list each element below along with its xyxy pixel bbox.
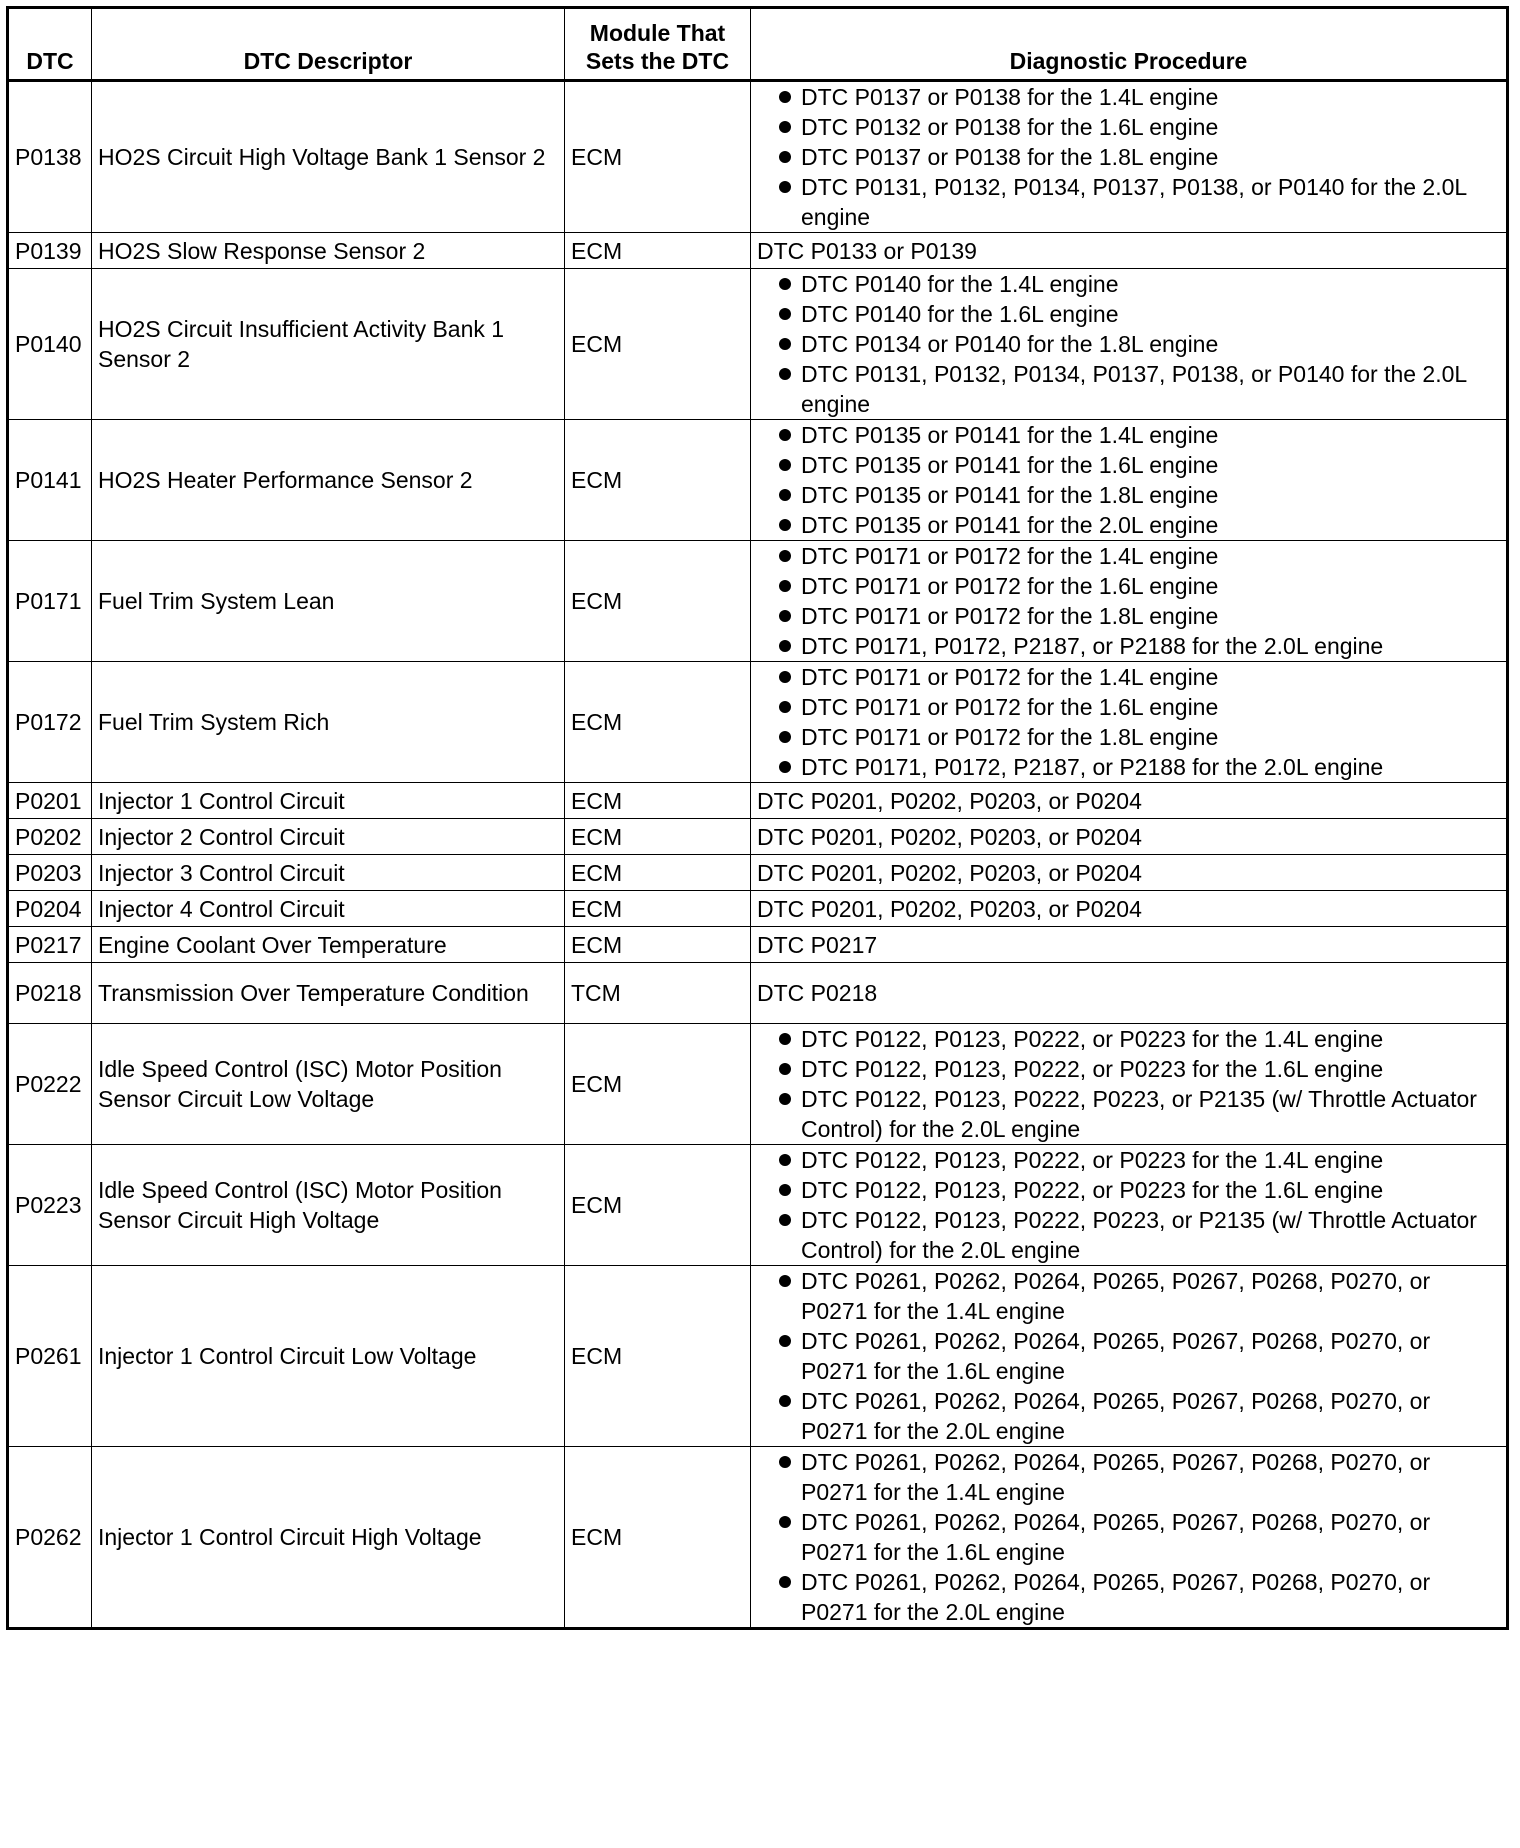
- dtc-code: P0223: [8, 1145, 92, 1266]
- dtc-code: P0261: [8, 1266, 92, 1447]
- procedure-item: DTC P0134 or P0140 for the 1.8L engine: [757, 329, 1500, 359]
- procedure-item: DTC P0135 or P0141 for the 1.4L engine: [757, 420, 1500, 450]
- procedure-item: DTC P0122, P0123, P0222, or P0223 for the 1.6L engine: [757, 1175, 1500, 1205]
- procedure-item: DTC P0122, P0123, P0222, or P0223 for the 1.6L engine: [757, 1054, 1500, 1084]
- dtc-descriptor: HO2S Slow Response Sensor 2: [92, 233, 565, 269]
- table-row: [8, 891, 1508, 927]
- dtc-descriptor: Transmission Over Temperature Condition: [92, 963, 565, 1024]
- table-row: [8, 927, 1508, 963]
- dtc-code: P0172: [8, 662, 92, 783]
- procedure-item: DTC P0171 or P0172 for the 1.8L engine: [757, 601, 1500, 631]
- module-cell: ECM: [565, 269, 751, 420]
- dtc-code: P0201: [8, 783, 92, 819]
- table-row: [8, 1145, 1508, 1266]
- table-row: [8, 662, 1508, 783]
- dtc-descriptor: Injector 1 Control Circuit: [92, 783, 565, 819]
- module-cell: ECM: [565, 1447, 751, 1629]
- table-row: [8, 81, 1508, 233]
- dtc-code: P0138: [8, 81, 92, 233]
- dtc-descriptor: Injector 3 Control Circuit: [92, 855, 565, 891]
- dtc-code: P0222: [8, 1024, 92, 1145]
- diagnostic-procedure: [751, 662, 1508, 783]
- dtc-code: P0139: [8, 233, 92, 269]
- diagnostic-procedure: [751, 541, 1508, 662]
- procedure-item: DTC P0131, P0132, P0134, P0137, P0138, or P0140 for the 2.0L engine: [757, 172, 1500, 232]
- module-cell: ECM: [565, 1266, 751, 1447]
- procedure-item: DTC P0171 or P0172 for the 1.6L engine: [757, 571, 1500, 601]
- diagnostic-procedure: DTC P0217: [751, 927, 1508, 963]
- module-cell: ECM: [565, 541, 751, 662]
- table-row: [8, 819, 1508, 855]
- procedure-list: [757, 82, 1500, 232]
- header-module: Module That Sets the DTC: [565, 8, 751, 81]
- dtc-descriptor: Injector 4 Control Circuit: [92, 891, 565, 927]
- module-cell: ECM: [565, 819, 751, 855]
- table-row: [8, 269, 1508, 420]
- procedure-list: [757, 1447, 1500, 1627]
- table-row: [8, 963, 1508, 1024]
- table-row: [8, 541, 1508, 662]
- dtc-descriptor: Idle Speed Control (ISC) Motor Position Sensor Circuit High Voltage: [92, 1145, 565, 1266]
- module-cell: ECM: [565, 927, 751, 963]
- module-cell: ECM: [565, 1145, 751, 1266]
- diagnostic-procedure: [751, 1447, 1508, 1629]
- module-cell: ECM: [565, 233, 751, 269]
- procedure-item: DTC P0171, P0172, P2187, or P2188 for the 2.0L engine: [757, 631, 1500, 661]
- procedure-item: DTC P0131, P0132, P0134, P0137, P0138, or P0140 for the 2.0L engine: [757, 359, 1500, 419]
- procedure-item: DTC P0171 or P0172 for the 1.8L engine: [757, 722, 1500, 752]
- diagnostic-procedure: DTC P0201, P0202, P0203, or P0204: [751, 855, 1508, 891]
- table-row: [8, 1024, 1508, 1145]
- dtc-descriptor: Engine Coolant Over Temperature: [92, 927, 565, 963]
- procedure-item: DTC P0140 for the 1.6L engine: [757, 299, 1500, 329]
- dtc-descriptor: Idle Speed Control (ISC) Motor Position Sensor Circuit Low Voltage: [92, 1024, 565, 1145]
- dtc-descriptor: Injector 2 Control Circuit: [92, 819, 565, 855]
- dtc-descriptor: HO2S Circuit High Voltage Bank 1 Sensor 2: [92, 81, 565, 233]
- module-cell: ECM: [565, 855, 751, 891]
- table-row: [8, 855, 1508, 891]
- module-cell: ECM: [565, 1024, 751, 1145]
- diagnostic-procedure: [751, 420, 1508, 541]
- procedure-item: DTC P0171 or P0172 for the 1.4L engine: [757, 541, 1500, 571]
- header-dtc: DTC: [8, 8, 92, 81]
- procedure-item: DTC P0122, P0123, P0222, P0223, or P2135 (w/ Throttle Actuator Control) for the 2.0L engine: [757, 1084, 1500, 1144]
- dtc-descriptor: Fuel Trim System Rich: [92, 662, 565, 783]
- dtc-code: P0171: [8, 541, 92, 662]
- diagnostic-procedure: DTC P0201, P0202, P0203, or P0204: [751, 891, 1508, 927]
- module-cell: ECM: [565, 662, 751, 783]
- procedure-item: DTC P0132 or P0138 for the 1.6L engine: [757, 112, 1500, 142]
- diagnostic-procedure: [751, 81, 1508, 233]
- procedure-item: DTC P0171 or P0172 for the 1.4L engine: [757, 662, 1500, 692]
- procedure-list: [757, 1266, 1500, 1446]
- diagnostic-procedure: DTC P0201, P0202, P0203, or P0204: [751, 819, 1508, 855]
- table-row: [8, 783, 1508, 819]
- procedure-item: DTC P0137 or P0138 for the 1.8L engine: [757, 142, 1500, 172]
- diagnostic-procedure: [751, 269, 1508, 420]
- module-cell: ECM: [565, 891, 751, 927]
- procedure-list: [757, 662, 1500, 782]
- diagnostic-procedure: [751, 1266, 1508, 1447]
- module-cell: TCM: [565, 963, 751, 1024]
- dtc-descriptor: HO2S Circuit Insufficient Activity Bank 1 Sensor 2: [92, 269, 565, 420]
- diagnostic-procedure: [751, 1145, 1508, 1266]
- procedure-item: DTC P0135 or P0141 for the 2.0L engine: [757, 510, 1500, 540]
- dtc-table: [6, 6, 1509, 1630]
- table-row: [8, 233, 1508, 269]
- dtc-descriptor: Fuel Trim System Lean: [92, 541, 565, 662]
- procedure-item: DTC P0135 or P0141 for the 1.8L engine: [757, 480, 1500, 510]
- diagnostic-procedure: [751, 1024, 1508, 1145]
- dtc-code: P0141: [8, 420, 92, 541]
- dtc-code: P0202: [8, 819, 92, 855]
- dtc-code: P0140: [8, 269, 92, 420]
- diagnostic-procedure: DTC P0218: [751, 963, 1508, 1024]
- procedure-item: DTC P0261, P0262, P0264, P0265, P0267, P0268, P0270, or P0271 for the 1.4L engine: [757, 1447, 1500, 1507]
- module-cell: ECM: [565, 81, 751, 233]
- dtc-descriptor: HO2S Heater Performance Sensor 2: [92, 420, 565, 541]
- dtc-code: P0203: [8, 855, 92, 891]
- procedure-item: DTC P0137 or P0138 for the 1.4L engine: [757, 82, 1500, 112]
- diagnostic-procedure: DTC P0201, P0202, P0203, or P0204: [751, 783, 1508, 819]
- dtc-descriptor: Injector 1 Control Circuit High Voltage: [92, 1447, 565, 1629]
- procedure-item: DTC P0261, P0262, P0264, P0265, P0267, P0268, P0270, or P0271 for the 2.0L engine: [757, 1386, 1500, 1446]
- procedure-list: [757, 1145, 1500, 1265]
- procedure-item: DTC P0261, P0262, P0264, P0265, P0267, P0268, P0270, or P0271 for the 1.6L engine: [757, 1507, 1500, 1567]
- module-cell: ECM: [565, 420, 751, 541]
- dtc-descriptor: Injector 1 Control Circuit Low Voltage: [92, 1266, 565, 1447]
- procedure-item: DTC P0261, P0262, P0264, P0265, P0267, P0268, P0270, or P0271 for the 2.0L engine: [757, 1567, 1500, 1627]
- procedure-item: DTC P0122, P0123, P0222, or P0223 for the 1.4L engine: [757, 1024, 1500, 1054]
- dtc-code: P0262: [8, 1447, 92, 1629]
- procedure-item: DTC P0171 or P0172 for the 1.6L engine: [757, 692, 1500, 722]
- procedure-list: [757, 1024, 1500, 1144]
- procedure-list: [757, 269, 1500, 419]
- header-row: [8, 8, 1508, 81]
- procedure-item: DTC P0261, P0262, P0264, P0265, P0267, P0268, P0270, or P0271 for the 1.4L engine: [757, 1266, 1500, 1326]
- dtc-code: P0217: [8, 927, 92, 963]
- procedure-list: [757, 420, 1500, 540]
- table-row: [8, 420, 1508, 541]
- module-cell: ECM: [565, 783, 751, 819]
- procedure-item: DTC P0122, P0123, P0222, or P0223 for the 1.4L engine: [757, 1145, 1500, 1175]
- procedure-item: DTC P0140 for the 1.4L engine: [757, 269, 1500, 299]
- procedure-item: DTC P0122, P0123, P0222, P0223, or P2135 (w/ Throttle Actuator Control) for the 2.0L engine: [757, 1205, 1500, 1265]
- header-descriptor: DTC Descriptor: [92, 8, 565, 81]
- diagnostic-procedure: DTC P0133 or P0139: [751, 233, 1508, 269]
- table-row: [8, 1266, 1508, 1447]
- procedure-item: DTC P0171, P0172, P2187, or P2188 for the 2.0L engine: [757, 752, 1500, 782]
- table-body: [8, 81, 1508, 1629]
- procedure-list: [757, 541, 1500, 661]
- table-row: [8, 1447, 1508, 1629]
- dtc-code: P0218: [8, 963, 92, 1024]
- procedure-item: DTC P0261, P0262, P0264, P0265, P0267, P0268, P0270, or P0271 for the 1.6L engine: [757, 1326, 1500, 1386]
- procedure-item: DTC P0135 or P0141 for the 1.6L engine: [757, 450, 1500, 480]
- dtc-code: P0204: [8, 891, 92, 927]
- header-procedure: Diagnostic Procedure: [751, 8, 1508, 81]
